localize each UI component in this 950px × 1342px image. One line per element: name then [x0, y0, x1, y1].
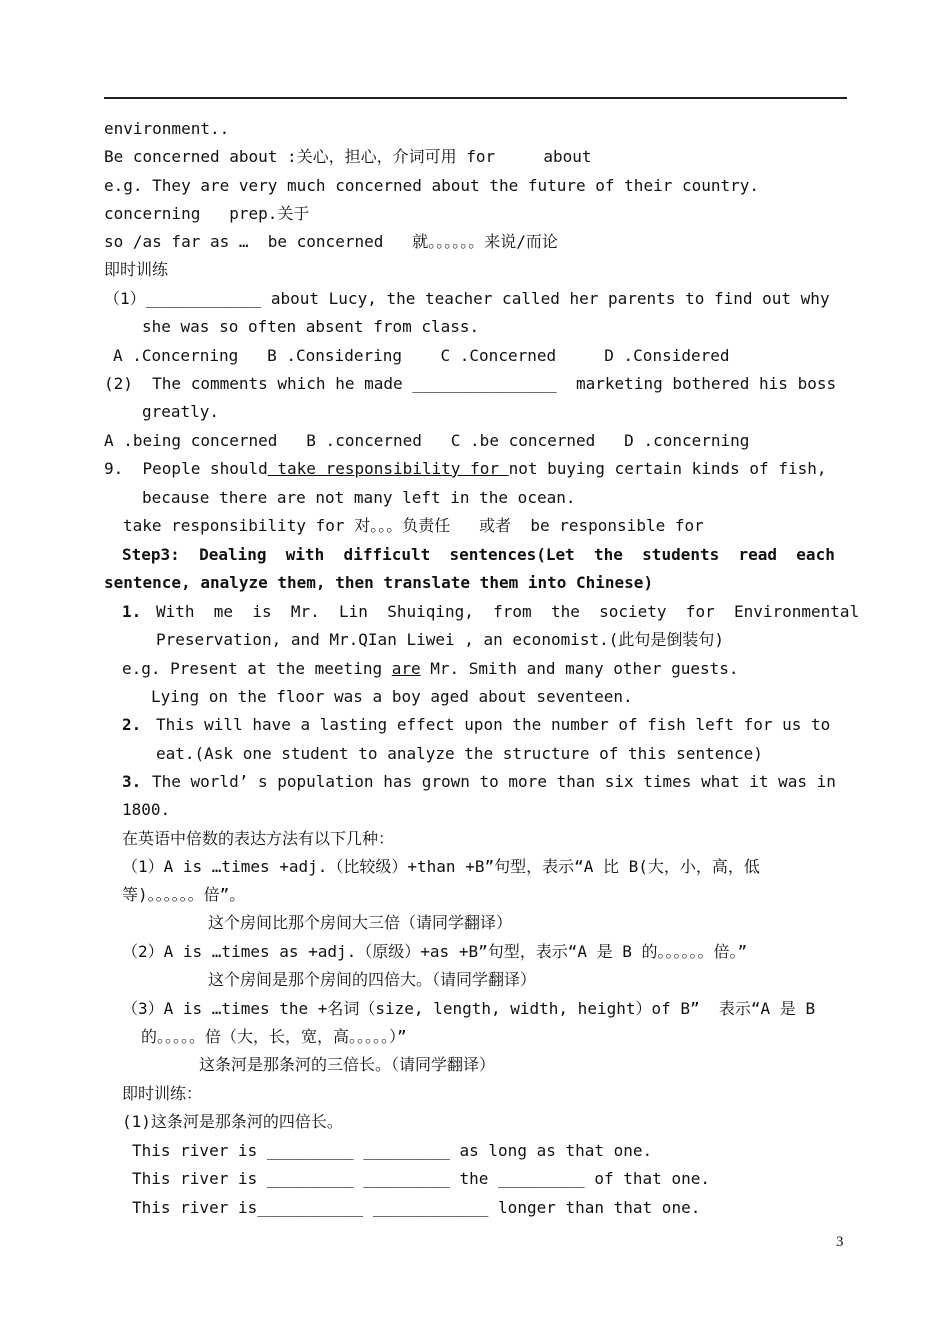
blank: _______________ — [412, 374, 557, 393]
fill-in-line: This river is _________ _________ the _________ of that one. — [132, 1169, 710, 1188]
text-line: 这条河是那条河的三倍长。（请同学翻译） — [199, 1055, 496, 1074]
text-line: (1)这条河是那条河的四倍长。 — [122, 1112, 343, 1131]
text-line: Preservation, and Mr.QIan Liwei , an economist.(此句是倒装句) — [156, 630, 725, 649]
page-number: 3 — [836, 1234, 844, 1250]
text-line: 的。。。。。倍（大，长，宽，高。。。。。）” — [141, 1027, 407, 1046]
text-line: eat.(Ask one student to analyze the structure of this sentence) — [156, 744, 763, 763]
step3-heading: Step3: Dealing with difficult sentences(Let the students read each — [122, 545, 835, 564]
question-number: （1） — [104, 289, 146, 308]
underlined-phrase: take responsibility for — [267, 459, 509, 478]
text-line: e.g. They are very much concerned about the future of their country. — [104, 176, 760, 195]
step3-heading-cont: sentence, analyze them, then translate them into Chinese) — [104, 573, 654, 592]
fill-in-line: This river is___________ ____________ longer than that one. — [132, 1198, 701, 1217]
text-line: （1）A is …times +adj.（比较级）+than +B”句型，表示“A 比 B(大，小，高，低 — [122, 857, 760, 876]
fill-in-line: This river is _________ _________ as long as that one. — [132, 1141, 653, 1160]
question-1 — [104, 289, 830, 309]
blank: ____________ — [145, 289, 262, 308]
example-text: Mr. Smith and many other guests. — [420, 659, 739, 678]
text-line: greatly. — [142, 402, 220, 421]
text-line: Lying on the floor was a boy aged about seventeen. — [151, 687, 633, 706]
question-2 — [104, 374, 836, 394]
question-text: about Lucy, the teacher called her parents to find out why — [261, 289, 830, 308]
answer-options: A .being concerned B .concerned C .be concerned D .concerning — [104, 431, 750, 450]
text-line: This will have a lasting effect upon the number of fish left for us to — [156, 715, 831, 734]
text-line: （3）A is …times the +名词（size, length, width, height）of B” 表示“A 是 B — [122, 999, 816, 1018]
text-line: concerning prep.关于 — [104, 204, 310, 223]
header-rule — [104, 97, 847, 99]
item-9 — [104, 459, 826, 479]
question-text: marketing bothered his boss — [556, 374, 837, 393]
text-line: 这个房间比那个房间大三倍（请同学翻译） — [208, 913, 513, 932]
section-label: 即时训练 — [104, 260, 169, 279]
item-text: 9. People should — [104, 459, 268, 478]
example-text: e.g. Present at the meeting — [122, 659, 392, 678]
question-text: (2) The comments which he made — [104, 374, 413, 393]
section-label: 即时训练： — [122, 1084, 203, 1103]
text-line: because there are not many left in the ocean. — [142, 488, 576, 507]
item-text: not buying certain kinds of fish, — [508, 459, 827, 478]
text-line: The world’ s population has grown to more than six times what it was in — [152, 772, 836, 791]
text-line: environment.. — [104, 119, 230, 138]
sentence-number: 3. — [122, 772, 142, 791]
text-line: 1800. — [122, 800, 171, 819]
text-line: 等)。。。。。。倍”。 — [122, 885, 246, 904]
text-line: Be concerned about :关心，担心，介词可用 for about — [104, 147, 592, 166]
sentence-number: 1. — [122, 602, 142, 621]
sentence-number: 2. — [122, 715, 142, 734]
answer-options: A .Concerning B .Considering C .Concerned D .Considered — [113, 346, 730, 365]
example-line — [122, 659, 739, 679]
text-line: 在英语中倍数的表达方法有以下几种： — [122, 829, 395, 848]
text-line: so /as far as … be concerned 就。。。。。。来说/而论 — [104, 232, 558, 251]
text-line: 这个房间是那个房间的四倍大。（请同学翻译） — [208, 970, 537, 989]
text-line: she was so often absent from class. — [142, 317, 480, 336]
text-line: （2）A is …times as +adj.（原级）+as +B”句型，表示“A 是 B 的。。。。。。倍。” — [122, 942, 748, 961]
text-line: With me is Mr. Lin Shuiqing, from the society for Environmental — [156, 602, 860, 621]
text-line: take responsibility for 对。。。负责任 或者 be responsible for — [123, 516, 704, 535]
underlined-word: are — [391, 659, 421, 678]
